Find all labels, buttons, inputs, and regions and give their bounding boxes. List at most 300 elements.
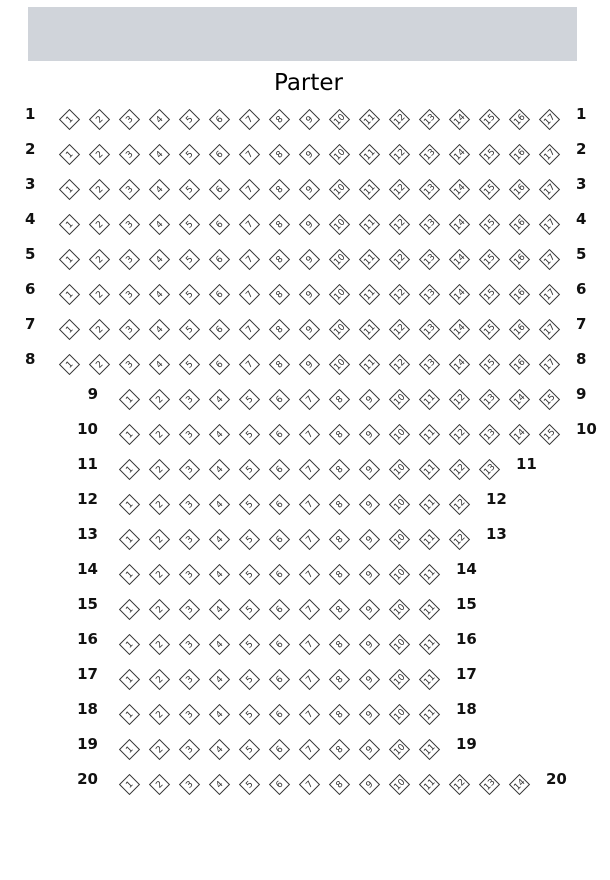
seat[interactable] xyxy=(270,530,290,550)
seat[interactable] xyxy=(420,495,440,515)
seat[interactable] xyxy=(300,740,320,760)
seat[interactable] xyxy=(540,145,560,165)
seat[interactable] xyxy=(450,530,470,550)
seat[interactable] xyxy=(360,145,380,165)
seat[interactable] xyxy=(540,425,560,445)
seat[interactable] xyxy=(390,740,410,760)
seat[interactable] xyxy=(390,355,410,375)
seat[interactable] xyxy=(240,285,260,305)
seat[interactable] xyxy=(480,285,500,305)
seat[interactable] xyxy=(270,460,290,480)
seat[interactable] xyxy=(120,495,140,515)
seat[interactable] xyxy=(60,250,80,270)
seat[interactable] xyxy=(540,390,560,410)
seat[interactable] xyxy=(270,145,290,165)
seat[interactable] xyxy=(390,670,410,690)
seat[interactable] xyxy=(270,250,290,270)
seat[interactable] xyxy=(240,705,260,725)
seat[interactable] xyxy=(180,740,200,760)
seat[interactable] xyxy=(270,425,290,445)
seat-number: 5 xyxy=(244,429,256,441)
seat[interactable] xyxy=(120,390,140,410)
seat[interactable] xyxy=(510,355,530,375)
seat[interactable] xyxy=(60,285,80,305)
seat[interactable] xyxy=(480,110,500,130)
seat[interactable] xyxy=(330,565,350,585)
seat[interactable] xyxy=(330,670,350,690)
seat[interactable] xyxy=(240,355,260,375)
seat[interactable] xyxy=(330,320,350,340)
seat[interactable] xyxy=(90,355,110,375)
seat[interactable] xyxy=(210,180,230,200)
seat[interactable] xyxy=(60,110,80,130)
seat[interactable] xyxy=(240,145,260,165)
seat[interactable] xyxy=(90,250,110,270)
seat[interactable] xyxy=(450,110,470,130)
seat[interactable] xyxy=(330,705,350,725)
seat[interactable] xyxy=(240,740,260,760)
seat[interactable] xyxy=(150,390,170,410)
seat-number: 3 xyxy=(184,499,196,511)
seat[interactable] xyxy=(450,285,470,305)
seat[interactable] xyxy=(240,460,260,480)
seat[interactable] xyxy=(150,110,170,130)
seat[interactable] xyxy=(360,425,380,445)
seat[interactable] xyxy=(510,425,530,445)
seat[interactable] xyxy=(420,460,440,480)
seat[interactable] xyxy=(390,565,410,585)
seat[interactable] xyxy=(480,320,500,340)
seat[interactable] xyxy=(240,180,260,200)
seat[interactable] xyxy=(240,215,260,235)
seat[interactable] xyxy=(270,670,290,690)
seat[interactable] xyxy=(60,215,80,235)
seat[interactable] xyxy=(180,180,200,200)
seat[interactable] xyxy=(540,320,560,340)
seat[interactable] xyxy=(390,600,410,620)
seat[interactable] xyxy=(150,180,170,200)
seat-number: 14 xyxy=(452,252,468,268)
seat[interactable] xyxy=(360,530,380,550)
seat[interactable] xyxy=(420,145,440,165)
seat[interactable] xyxy=(150,460,170,480)
seat[interactable] xyxy=(180,425,200,445)
seat[interactable] xyxy=(210,390,230,410)
seat[interactable] xyxy=(390,285,410,305)
seat[interactable] xyxy=(330,250,350,270)
seat-number: 1 xyxy=(124,569,136,581)
seat[interactable] xyxy=(390,425,410,445)
seat[interactable] xyxy=(360,355,380,375)
seat-number: 1 xyxy=(124,744,136,756)
seat[interactable] xyxy=(270,775,290,795)
seat[interactable] xyxy=(210,250,230,270)
seat[interactable] xyxy=(420,180,440,200)
seat-number: 3 xyxy=(184,604,196,616)
seat[interactable] xyxy=(270,740,290,760)
seat[interactable] xyxy=(150,425,170,445)
seat[interactable] xyxy=(210,355,230,375)
seat[interactable] xyxy=(210,285,230,305)
seat-number: 9 xyxy=(364,744,376,756)
seat[interactable] xyxy=(360,565,380,585)
seat[interactable] xyxy=(270,180,290,200)
seat[interactable] xyxy=(180,250,200,270)
seat[interactable] xyxy=(420,320,440,340)
seat[interactable] xyxy=(360,600,380,620)
seat[interactable] xyxy=(180,390,200,410)
seat[interactable] xyxy=(420,635,440,655)
seat[interactable] xyxy=(300,390,320,410)
seat-number: 4 xyxy=(154,289,166,301)
seat[interactable] xyxy=(270,355,290,375)
seat[interactable] xyxy=(270,390,290,410)
seat[interactable] xyxy=(390,110,410,130)
seat[interactable] xyxy=(120,705,140,725)
seat[interactable] xyxy=(210,320,230,340)
seat[interactable] xyxy=(300,530,320,550)
seat[interactable] xyxy=(150,565,170,585)
seat[interactable] xyxy=(90,145,110,165)
seat[interactable] xyxy=(120,250,140,270)
seat[interactable] xyxy=(300,110,320,130)
seat[interactable] xyxy=(180,215,200,235)
seat[interactable] xyxy=(300,145,320,165)
seat[interactable] xyxy=(240,565,260,585)
seat[interactable] xyxy=(120,285,140,305)
seat[interactable] xyxy=(90,180,110,200)
seat[interactable] xyxy=(390,215,410,235)
seat[interactable] xyxy=(330,635,350,655)
seat[interactable] xyxy=(510,145,530,165)
seat[interactable] xyxy=(180,670,200,690)
seat[interactable] xyxy=(120,110,140,130)
seat[interactable] xyxy=(480,460,500,480)
row-label-left: 9 xyxy=(87,385,98,403)
seat[interactable] xyxy=(510,180,530,200)
seat[interactable] xyxy=(240,600,260,620)
seat[interactable] xyxy=(270,110,290,130)
seat[interactable] xyxy=(120,320,140,340)
seat[interactable] xyxy=(360,180,380,200)
seat[interactable] xyxy=(180,600,200,620)
seat[interactable] xyxy=(180,145,200,165)
seat[interactable] xyxy=(120,460,140,480)
seat[interactable] xyxy=(210,565,230,585)
seat[interactable] xyxy=(390,180,410,200)
seat[interactable] xyxy=(450,775,470,795)
seat[interactable] xyxy=(360,215,380,235)
seat[interactable] xyxy=(150,775,170,795)
seat[interactable] xyxy=(480,215,500,235)
seat[interactable] xyxy=(390,775,410,795)
seat[interactable] xyxy=(390,390,410,410)
seat[interactable] xyxy=(90,285,110,305)
seat-number: 12 xyxy=(452,777,468,793)
seat[interactable] xyxy=(180,530,200,550)
seat[interactable] xyxy=(360,460,380,480)
seat[interactable] xyxy=(120,775,140,795)
seat[interactable] xyxy=(480,145,500,165)
seat[interactable] xyxy=(360,390,380,410)
seat-number: 13 xyxy=(422,322,438,338)
seat[interactable] xyxy=(150,705,170,725)
seat[interactable] xyxy=(300,635,320,655)
seat[interactable] xyxy=(210,635,230,655)
seat[interactable] xyxy=(270,215,290,235)
seat[interactable] xyxy=(270,565,290,585)
seat[interactable] xyxy=(210,215,230,235)
seat[interactable] xyxy=(210,600,230,620)
seat[interactable] xyxy=(150,250,170,270)
seat[interactable] xyxy=(480,250,500,270)
seat[interactable] xyxy=(450,250,470,270)
seat[interactable] xyxy=(120,635,140,655)
seat[interactable] xyxy=(420,215,440,235)
seat[interactable] xyxy=(420,425,440,445)
seat[interactable] xyxy=(330,460,350,480)
seat[interactable] xyxy=(420,775,440,795)
seat[interactable] xyxy=(180,285,200,305)
seat[interactable] xyxy=(360,320,380,340)
seat[interactable] xyxy=(360,110,380,130)
seat[interactable] xyxy=(390,145,410,165)
seat[interactable] xyxy=(150,320,170,340)
seat[interactable] xyxy=(180,495,200,515)
seat[interactable] xyxy=(510,215,530,235)
seat[interactable] xyxy=(120,215,140,235)
seat[interactable] xyxy=(330,285,350,305)
seat[interactable] xyxy=(120,355,140,375)
seat[interactable] xyxy=(300,320,320,340)
seat[interactable] xyxy=(540,285,560,305)
seat[interactable] xyxy=(60,145,80,165)
seat[interactable] xyxy=(450,180,470,200)
seat[interactable] xyxy=(120,670,140,690)
seat[interactable] xyxy=(480,775,500,795)
seat[interactable] xyxy=(300,355,320,375)
seat[interactable] xyxy=(420,390,440,410)
seat-number: 8 xyxy=(334,464,346,476)
seat[interactable] xyxy=(300,250,320,270)
seat[interactable] xyxy=(510,390,530,410)
seat[interactable] xyxy=(390,530,410,550)
seat[interactable] xyxy=(330,215,350,235)
seat[interactable] xyxy=(240,495,260,515)
seat-number: 13 xyxy=(482,427,498,443)
seat[interactable] xyxy=(120,145,140,165)
seat[interactable] xyxy=(120,565,140,585)
seat[interactable] xyxy=(270,600,290,620)
seat[interactable] xyxy=(240,320,260,340)
seat[interactable] xyxy=(90,320,110,340)
seat[interactable] xyxy=(420,565,440,585)
seat[interactable] xyxy=(300,215,320,235)
seat[interactable] xyxy=(210,145,230,165)
seat[interactable] xyxy=(480,390,500,410)
seat[interactable] xyxy=(420,355,440,375)
seat[interactable] xyxy=(390,320,410,340)
seat[interactable] xyxy=(240,530,260,550)
seat[interactable] xyxy=(450,320,470,340)
seat[interactable] xyxy=(210,495,230,515)
seat[interactable] xyxy=(210,670,230,690)
seat[interactable] xyxy=(240,670,260,690)
seat[interactable] xyxy=(90,215,110,235)
seat[interactable] xyxy=(450,355,470,375)
seat[interactable] xyxy=(330,110,350,130)
seat[interactable] xyxy=(150,215,170,235)
seat[interactable] xyxy=(510,320,530,340)
seat[interactable] xyxy=(180,705,200,725)
seat[interactable] xyxy=(330,145,350,165)
seat[interactable] xyxy=(180,355,200,375)
seat[interactable] xyxy=(240,250,260,270)
seat[interactable] xyxy=(300,425,320,445)
seat[interactable] xyxy=(210,705,230,725)
seat[interactable] xyxy=(150,600,170,620)
seat[interactable] xyxy=(540,250,560,270)
seat[interactable] xyxy=(330,600,350,620)
seat[interactable] xyxy=(150,670,170,690)
seat-number: 13 xyxy=(422,357,438,373)
seat[interactable] xyxy=(330,775,350,795)
seat[interactable] xyxy=(540,110,560,130)
seat[interactable] xyxy=(120,425,140,445)
seat[interactable] xyxy=(480,425,500,445)
seat[interactable] xyxy=(480,180,500,200)
seat[interactable] xyxy=(210,460,230,480)
seat[interactable] xyxy=(540,180,560,200)
seat[interactable] xyxy=(300,460,320,480)
seat[interactable] xyxy=(360,740,380,760)
seat[interactable] xyxy=(270,320,290,340)
seat[interactable] xyxy=(330,740,350,760)
seat[interactable] xyxy=(300,670,320,690)
seat[interactable] xyxy=(450,460,470,480)
seat[interactable] xyxy=(540,215,560,235)
seat[interactable] xyxy=(300,285,320,305)
seat[interactable] xyxy=(360,495,380,515)
seat[interactable] xyxy=(420,670,440,690)
seat[interactable] xyxy=(60,355,80,375)
seat[interactable] xyxy=(150,355,170,375)
seat-number: 1 xyxy=(124,709,136,721)
seat[interactable] xyxy=(150,285,170,305)
seat[interactable] xyxy=(300,775,320,795)
seat[interactable] xyxy=(330,355,350,375)
seat[interactable] xyxy=(270,495,290,515)
seat[interactable] xyxy=(450,215,470,235)
seat-number: 15 xyxy=(482,112,498,128)
seat[interactable] xyxy=(300,180,320,200)
seat[interactable] xyxy=(510,775,530,795)
seat[interactable] xyxy=(450,495,470,515)
seat[interactable] xyxy=(210,425,230,445)
seat[interactable] xyxy=(510,285,530,305)
seat[interactable] xyxy=(450,425,470,445)
seat[interactable] xyxy=(390,250,410,270)
seat[interactable] xyxy=(150,530,170,550)
seat[interactable] xyxy=(330,390,350,410)
seat[interactable] xyxy=(510,250,530,270)
seat[interactable] xyxy=(270,285,290,305)
seat[interactable] xyxy=(270,705,290,725)
seat-number: 16 xyxy=(512,217,528,233)
seat[interactable] xyxy=(360,250,380,270)
seat[interactable] xyxy=(300,565,320,585)
seat[interactable] xyxy=(390,705,410,725)
seat[interactable] xyxy=(210,530,230,550)
seat[interactable] xyxy=(420,110,440,130)
seat[interactable] xyxy=(330,425,350,445)
seat[interactable] xyxy=(60,180,80,200)
seat[interactable] xyxy=(330,495,350,515)
seat[interactable] xyxy=(420,740,440,760)
seat[interactable] xyxy=(90,110,110,130)
seat[interactable] xyxy=(300,600,320,620)
seat[interactable] xyxy=(420,285,440,305)
seat[interactable] xyxy=(420,250,440,270)
seat[interactable] xyxy=(450,390,470,410)
seat[interactable] xyxy=(150,740,170,760)
seat[interactable] xyxy=(360,635,380,655)
seat[interactable] xyxy=(180,320,200,340)
seat[interactable] xyxy=(180,775,200,795)
seat[interactable] xyxy=(300,705,320,725)
seat[interactable] xyxy=(240,775,260,795)
seat[interactable] xyxy=(120,740,140,760)
seat[interactable] xyxy=(120,180,140,200)
seat[interactable] xyxy=(270,635,290,655)
seat[interactable] xyxy=(210,740,230,760)
seat[interactable] xyxy=(540,355,560,375)
seat[interactable] xyxy=(450,145,470,165)
seat[interactable] xyxy=(180,635,200,655)
seat[interactable] xyxy=(510,110,530,130)
seat[interactable] xyxy=(120,600,140,620)
seat[interactable] xyxy=(390,635,410,655)
seat[interactable] xyxy=(180,110,200,130)
seat[interactable] xyxy=(360,705,380,725)
seat[interactable] xyxy=(420,530,440,550)
seat[interactable] xyxy=(180,565,200,585)
seat[interactable] xyxy=(180,460,200,480)
seat[interactable] xyxy=(480,355,500,375)
seat[interactable] xyxy=(240,635,260,655)
seat[interactable] xyxy=(420,600,440,620)
seat[interactable] xyxy=(240,425,260,445)
seat[interactable] xyxy=(150,145,170,165)
seat[interactable] xyxy=(300,495,320,515)
seat[interactable] xyxy=(330,180,350,200)
seat[interactable] xyxy=(420,705,440,725)
seat[interactable] xyxy=(360,285,380,305)
seat[interactable] xyxy=(240,390,260,410)
seat[interactable] xyxy=(150,495,170,515)
seat[interactable] xyxy=(60,320,80,340)
seat[interactable] xyxy=(390,495,410,515)
seat[interactable] xyxy=(360,670,380,690)
seat[interactable] xyxy=(240,110,260,130)
seat[interactable] xyxy=(210,775,230,795)
seat[interactable] xyxy=(150,635,170,655)
seat[interactable] xyxy=(360,775,380,795)
seat[interactable] xyxy=(330,530,350,550)
seat[interactable] xyxy=(120,530,140,550)
seat[interactable] xyxy=(210,110,230,130)
seat[interactable] xyxy=(390,460,410,480)
